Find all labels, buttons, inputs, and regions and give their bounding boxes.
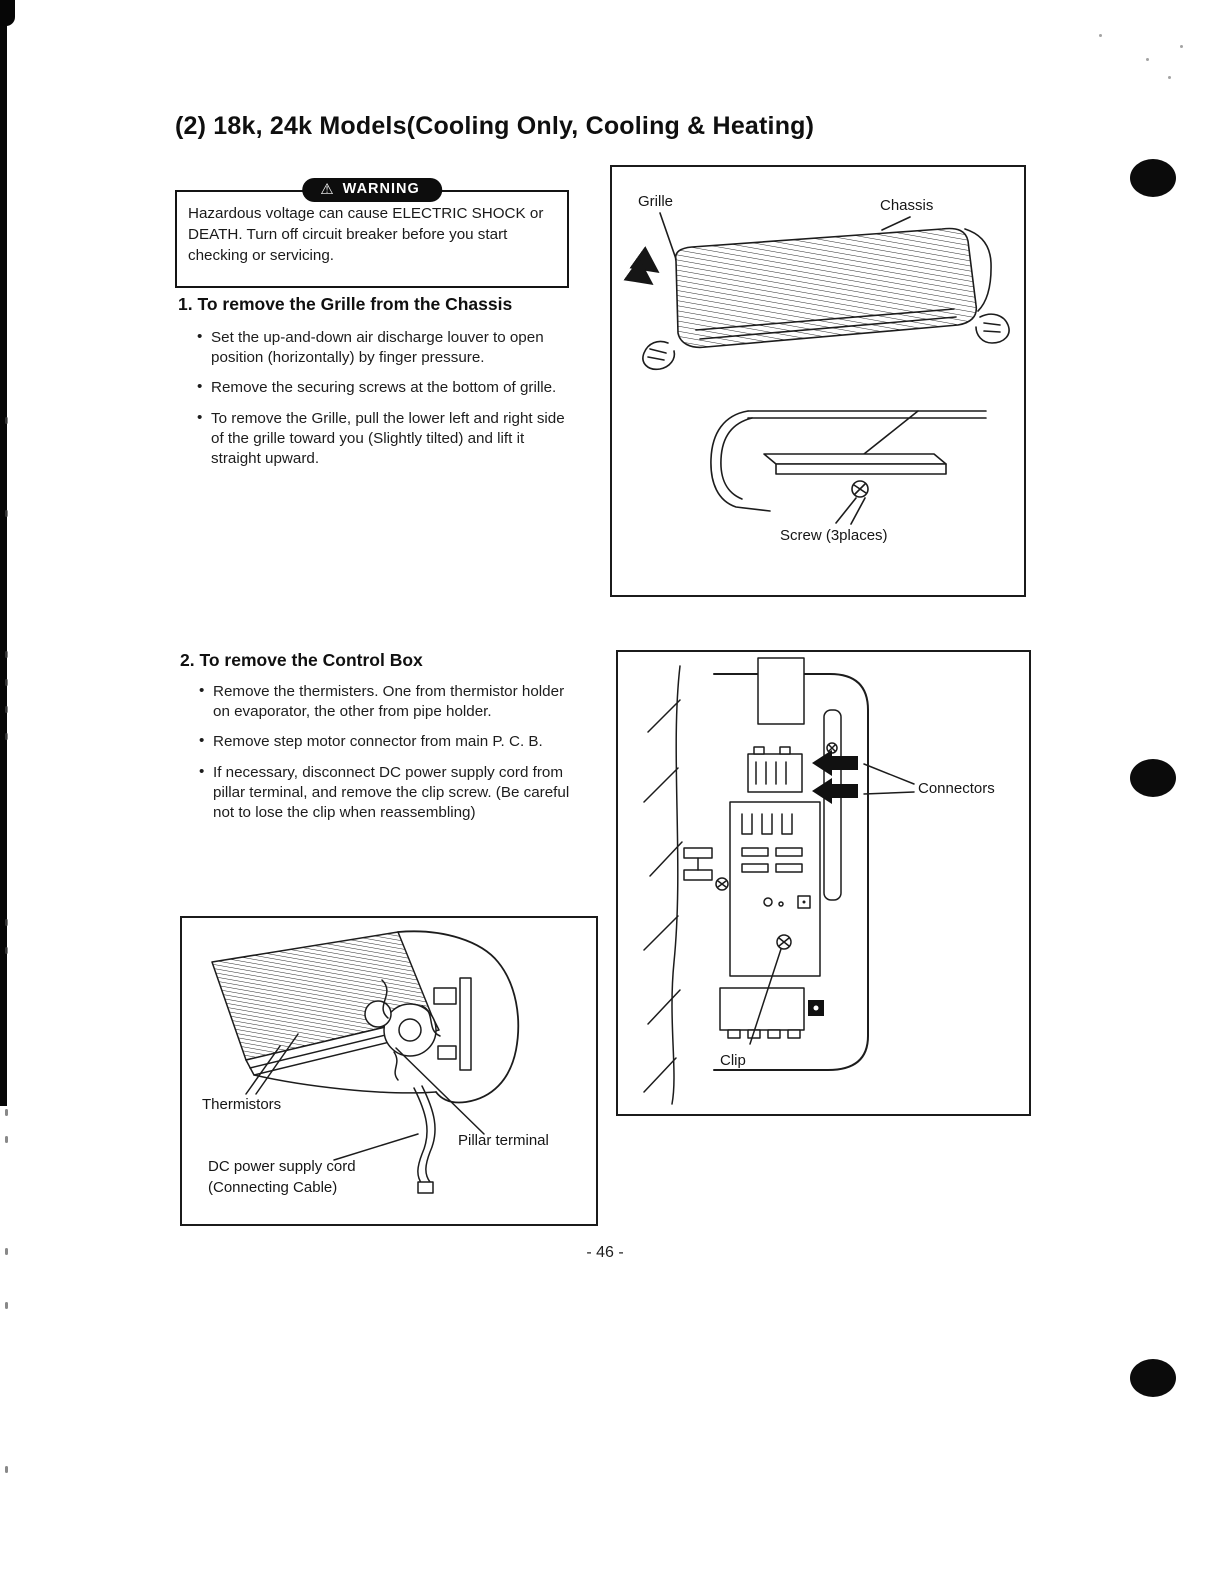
dc-cord-label-line1: DC power supply cord xyxy=(208,1158,356,1175)
grille-bottom-detail xyxy=(711,411,986,524)
bullet-item: • Remove step motor connector from main P. C. B. xyxy=(198,732,584,752)
push-arrow xyxy=(640,259,654,269)
connectors-leader-lines xyxy=(864,764,914,794)
grille-label: Grille xyxy=(638,193,674,210)
hand-left xyxy=(643,341,674,369)
punch-hole-mark-3 xyxy=(1130,1359,1176,1397)
scan-noise-mark xyxy=(5,1109,8,1116)
hand-right xyxy=(976,314,1009,343)
warning-box xyxy=(175,180,569,288)
section-1-heading: 1. To remove the Grille from the Chassis xyxy=(178,294,513,314)
scan-noise-mark xyxy=(5,679,8,686)
scan-noise-mark xyxy=(5,1248,8,1255)
scan-speck xyxy=(1146,58,1149,61)
ac-unit-perspective xyxy=(634,213,1009,369)
clip-label: Clip xyxy=(720,1052,746,1069)
dc-cord-leader-line xyxy=(334,1134,418,1160)
scan-noise-mark xyxy=(5,510,8,517)
dc-cord-label-line2: (Connecting Cable) xyxy=(208,1179,338,1196)
cable-terminal xyxy=(418,1182,433,1193)
bullet-item: • Remove the securing screws at the bottom of grille. xyxy=(196,378,574,398)
bullet-item: • If necessary, disconnect DC power supply cord from pillar terminal, and remove the clip screw. (Be careful not to lose the clip when reassembling) xyxy=(198,763,584,824)
chassis-leader-line xyxy=(882,217,910,230)
warning-label: WARNING xyxy=(342,181,420,197)
punch-hole-mark-2 xyxy=(1130,759,1176,797)
chassis-label: Chassis xyxy=(880,197,934,214)
figure-grille-removal xyxy=(610,165,1026,597)
scan-noise-mark xyxy=(5,651,8,658)
torn-edge-line xyxy=(672,666,680,1104)
scan-noise-mark xyxy=(5,919,8,926)
scan-noise-mark xyxy=(5,733,8,740)
warning-badge xyxy=(302,178,442,202)
scan-corner-mark xyxy=(0,0,15,26)
section-2-heading: 2. To remove the Control Box xyxy=(180,650,423,670)
scan-speck xyxy=(1180,45,1183,48)
bullet-item: • To remove the Grille, pull the lower left and right side of the grille toward you (Slightly tilted) and lift it straight upward. xyxy=(196,409,574,470)
figure-components xyxy=(180,916,598,1226)
wire xyxy=(394,1052,398,1080)
thermistors-label: Thermistors xyxy=(202,1096,282,1113)
scan-noise-mark xyxy=(5,1466,8,1473)
pillar-terminal-label: Pillar terminal xyxy=(458,1132,549,1149)
dc-cable xyxy=(414,1088,427,1184)
warning-icon: ⚠ xyxy=(320,180,335,198)
bullet-item: • Set the up-and-down air discharge louver to open position (horizontally) by finger pressure. xyxy=(196,328,574,368)
grille-leader-line xyxy=(660,213,676,259)
scan-noise-mark xyxy=(5,947,8,954)
page-title: (2) 18k, 24k Models(Cooling Only, Cooling & Heating) xyxy=(175,112,815,140)
scan-noise-mark xyxy=(5,1136,8,1143)
pillar-terminal-part xyxy=(460,978,471,1070)
screw-label: Screw (3places) xyxy=(780,527,888,544)
section-2-bullets xyxy=(198,682,584,833)
scan-speck xyxy=(1168,76,1171,79)
dc-cable xyxy=(422,1086,435,1182)
scan-noise-mark xyxy=(5,1302,8,1309)
connectors-label: Connectors xyxy=(918,780,995,797)
page-number: - 46 - xyxy=(586,1244,624,1261)
top-duct xyxy=(758,658,804,724)
bullet-item: • Remove the thermisters. One from thermistor holder on evaporator, the other from pipe holder. xyxy=(198,682,584,722)
section-1-bullets xyxy=(196,328,574,479)
main-pcb xyxy=(730,802,820,976)
scan-noise-mark xyxy=(5,417,8,424)
scan-speck xyxy=(1099,34,1102,37)
scan-noise-mark xyxy=(5,706,8,713)
punch-hole-mark-1 xyxy=(1130,159,1176,197)
push-arrow xyxy=(634,271,648,281)
warning-text: Hazardous voltage can cause ELECTRIC SHOCK or DEATH. Turn off circuit breaker before you start checking or servicing. xyxy=(188,205,544,264)
control-box-drawing xyxy=(618,652,1029,1114)
figure-control-box xyxy=(616,650,1031,1116)
scan-edge-bar xyxy=(0,0,7,1106)
pillar xyxy=(824,710,841,900)
